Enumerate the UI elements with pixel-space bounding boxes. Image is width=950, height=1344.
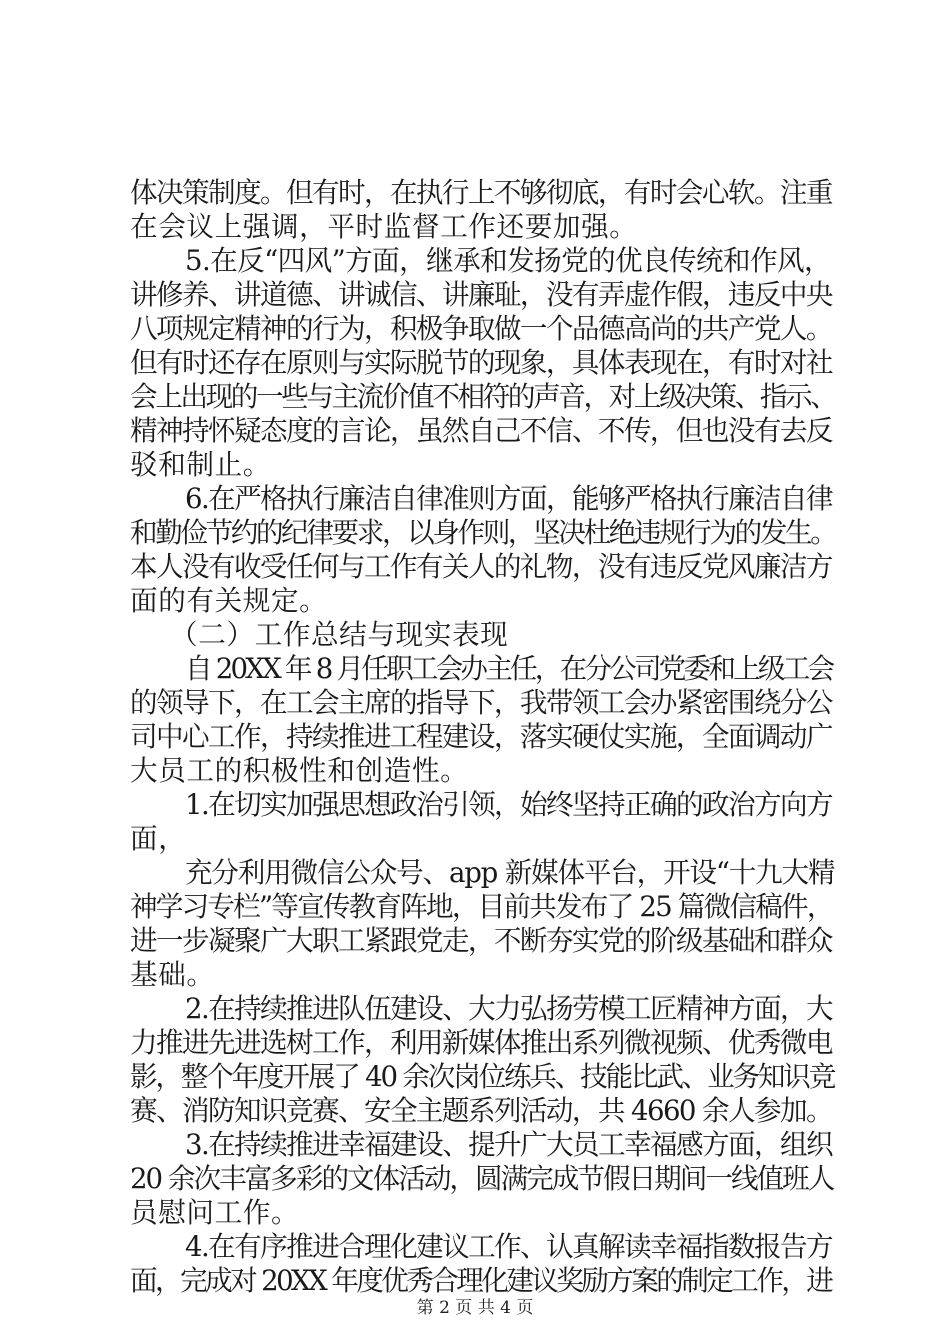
text-line: 大员工的积极性和创造性。 [130, 754, 469, 787]
text-line: 八项规定精神的行为，积极争取做一个品德高尚的共产党人。 [130, 312, 832, 345]
text-line: 基础。 [130, 958, 215, 991]
section-heading: （二）工作总结与现实表现 [170, 618, 509, 651]
page-number-footer: 第 2 页 共 4 页 [416, 1298, 534, 1318]
text-line: 自 20XX 年 8 月任职工会办主任，在分公司党委和上级工会 [185, 652, 833, 685]
text-line: 6.在严格执行廉洁自律准则方面，能够严格执行廉洁自律 [185, 482, 832, 515]
text-line: 会上出现的一些与主流价值不相符的声音，对上级决策、指示、 [130, 380, 836, 413]
text-line: 但有时还存在原则与实际脱节的现象，具体表现在，有时对社 [130, 346, 832, 379]
text-line: 20 余次丰富多彩的文体活动，圆满完成节假日期间一线值班人 [130, 1162, 834, 1195]
text-line: 4.在有序推进合理化建议工作、认真解读幸福指数报告方 [185, 1230, 832, 1263]
text-line: 充分利用微信公众号、app 新媒体平台，开设“十九大精 [185, 856, 835, 889]
text-line: 员慰问工作。 [130, 1196, 300, 1229]
text-line: 体决策制度。但有时，在执行上不够彻底，有时会心软。注重 [130, 176, 832, 209]
text-line: 精神持怀疑态度的言论，虽然自己不信、不传，但也没有去反 [130, 414, 832, 447]
text-line: 在会议上强调，平时监督工作还要加强。 [130, 210, 638, 243]
text-line: 力推进先进选树工作，利用新媒体推出系列微视频、优秀微电 [130, 1026, 832, 1059]
text-line: 3.在持续推进幸福建设、提升广大员工幸福感方面，组织 [185, 1128, 832, 1161]
text-line: 面，完成对 20XX 年度优秀合理化建议奖励方案的制定工作，进 [130, 1264, 832, 1297]
text-line: 5.在反“四风”方面，继承和发扬党的优良传统和作风， [185, 244, 832, 277]
text-line: 的领导下，在工会主席的指导下，我带领工会办紧密围绕分公 [130, 686, 832, 719]
text-line: 本人没有收受任何与工作有关人的礼物，没有违反党风廉洁方 [130, 550, 832, 583]
text-line: 面， [130, 822, 187, 855]
text-line: 1.在切实加强思想政治引领，始终坚持正确的政治方向方 [185, 788, 832, 821]
text-line: 面的有关规定。 [130, 584, 328, 617]
text-line: 神学习专栏”等宣传教育阵地，目前共发布了 25 篇微信稿件， [130, 890, 833, 923]
text-line: 驳和制止。 [130, 448, 271, 481]
text-line: 司中心工作，持续推进工程建设，落实硬仗实施，全面调动广 [130, 720, 832, 753]
text-line: 赛、消防知识竞赛、安全主题系列活动，共 4660 余人参加。 [130, 1094, 833, 1127]
text-line: 讲修养、讲道德、讲诚信、讲廉耻，没有弄虚作假，违反中央 [130, 278, 832, 311]
text-line: 2.在持续推进队伍建设、大力弘扬劳模工匠精神方面，大 [185, 992, 832, 1025]
text-line: 和勤俭节约的纪律要求，以身作则，坚决杜绝违规行为的发生。 [130, 516, 836, 549]
text-line: 影，整个年度开展了 40 余次岗位练兵、技能比武、业务知识竞 [130, 1060, 835, 1093]
text-line: 进一步凝聚广大职工紧跟党走，不断夯实党的阶级基础和群众 [130, 924, 832, 957]
